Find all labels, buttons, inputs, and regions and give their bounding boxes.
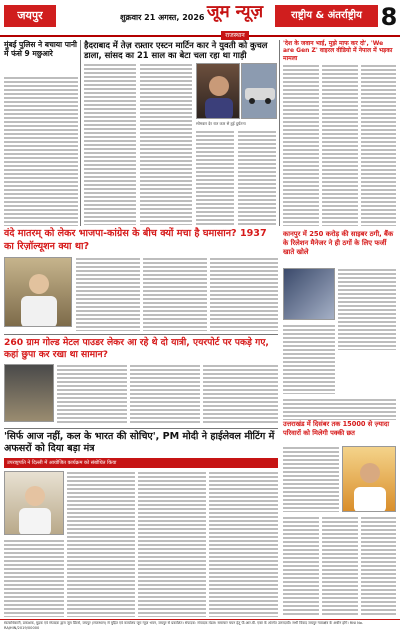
page-number: 8 (380, 3, 398, 31)
article-body-text (283, 398, 396, 420)
article-body-text (210, 257, 278, 331)
article-body-text (196, 130, 234, 226)
accident-photo-car (241, 63, 277, 119)
gen-z-headline: 'देश के जवान भाई, मुझे माफ कर दो', 'We are Gen Z' वाइरल वीडियो में नेपाल में भड़का मामला (283, 40, 393, 62)
article-body-text (140, 63, 192, 225)
article-body-text (143, 257, 207, 331)
logo-title: जूम न्यूज़ (206, 2, 264, 22)
modi-photo (4, 471, 64, 535)
portrait-illustration (197, 64, 240, 119)
modi-meeting-headline: 'सिर्फ आज नहीं, कल के भारत की सोचिए', PM मोदी ने हाईलेवल मीटिंग में अफसरों को दिया बड़ा मंत्र (4, 431, 275, 454)
column-divider (80, 40, 81, 226)
article-body-text (4, 539, 64, 617)
footer-rule (0, 619, 400, 620)
footer-imprint: स्वत्वाधिकारी, प्रकाशक, मुद्रक एवं संपादक द्वारा जूम प्रिंटर्स, जयपुर (राजस्थान) से मुद्रित एवं कार्यालय जूम न्यूज़ भवन, जयपुर से प्रकाशित। संपादक: संपादक मंडल। समाचार चयन हेतु पी.आर.बी. एक्ट के अंतर्गत उत्तरदायी। सभी विवाद जयपुर न्यायक्षेत्र के अधीन होंगे। RNI No. RAJHIN/2019/00000 (4, 621, 364, 630)
pm-illustration (5, 472, 64, 535)
horizontal-divider (4, 428, 278, 429)
masthead (0, 0, 400, 37)
accident-photo-woman (196, 63, 240, 119)
article-body-text (283, 516, 319, 616)
speaker-illustration (5, 258, 72, 327)
logo-subtitle: राजस्थान (221, 31, 248, 40)
event-banner: उपराष्ट्रपति ने दिल्ली में आयोजित कार्यक्रम को संबोधित किया (4, 458, 278, 468)
article-body-text (361, 516, 396, 616)
article-body-text (283, 446, 339, 512)
article-body-text (138, 471, 206, 617)
article-body-text (361, 64, 396, 226)
kanpur-fraud-headline: कानपुर में 250 करोड़ की साइबर ठगी, बैंक के रिलेशन मैनेजर ने ही ठगों के लिए फर्जी खाते खोले (283, 230, 394, 256)
article-body-text (84, 63, 136, 225)
section-title: राष्ट्रीय & अंतर्राष्ट्रीय (275, 5, 378, 27)
article-body-text (322, 516, 358, 616)
article-body-text (283, 324, 335, 394)
chief-minister-photo (342, 446, 396, 512)
article-body-text (4, 76, 78, 226)
article-body-text (67, 471, 135, 617)
column-divider (279, 40, 280, 226)
newspaper-logo (200, 2, 270, 39)
article-body-text (209, 471, 278, 617)
article-body-text (283, 64, 319, 226)
airport-photo (4, 364, 54, 422)
horizontal-divider (4, 334, 278, 335)
hyderabad-headline: हैदराबाद में तेज़ रफ़्तार एस्टन मार्टिन कार ने युवती को कुचल डाला, सांसद का 21 साल का बेटा चला रहा था गाड़ी (84, 40, 268, 60)
article-body-text (203, 364, 278, 424)
kanpur-photo (283, 268, 335, 320)
article-body-text (322, 64, 358, 226)
photo-caption: सोमवार देर रात कार से हुई दुर्घटना (196, 121, 246, 126)
article-body-text (76, 257, 140, 331)
article-body-text (238, 130, 276, 226)
gold-powder-headline: 260 ग्राम गोल्ड मेटल पाउडर लेकर आ रहे थे दो यात्री, एयरपोर्ट पर पकड़े गए, कहां छुपा कर रखा था सामान? (4, 337, 269, 360)
article-body-text (338, 268, 396, 350)
car-illustration (242, 64, 277, 119)
leader-illustration (343, 447, 396, 512)
article-body-text (130, 364, 200, 424)
issue-date: शुक्रवार 21 अगस्त, 2026 (120, 13, 205, 22)
parliament-photo (4, 257, 72, 327)
city-label: जयपुर (4, 5, 56, 27)
mumbai-police-headline: मुंबई पुलिस ने बचाया पानी में फंसे 9 मछुआरे (4, 40, 78, 58)
article-body-text (57, 364, 127, 424)
vande-mataram-headline: वंदे मातरम् को लेकर भाजपा-कांग्रेस के बीच क्यों मचा है घमासान? 1937 का रिज़ॉल्यूशन क्या था? (4, 228, 267, 252)
uttarakhand-headline: उत्तराखंड में दिसंबर तक 15000 से ज़्यादा परिवारों को मिलेगी पक्की छत (283, 420, 390, 437)
